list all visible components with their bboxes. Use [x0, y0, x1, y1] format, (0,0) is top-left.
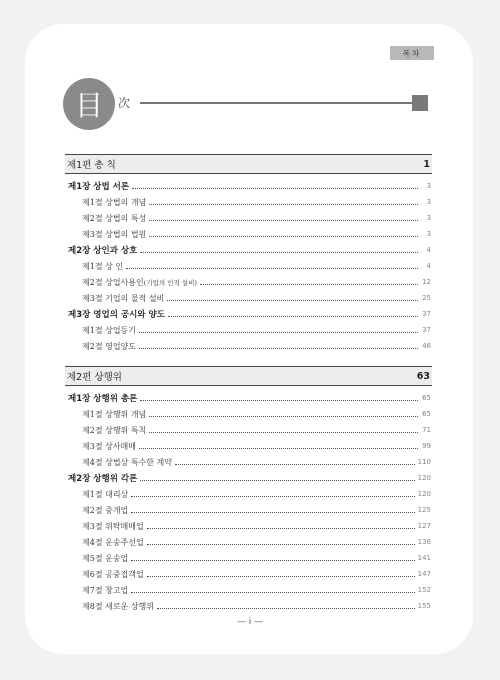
section-entry[interactable]	[82, 439, 431, 453]
leader-dots	[157, 600, 415, 609]
leader-dots	[200, 276, 418, 285]
section-page: 127	[417, 522, 431, 530]
leader-dots	[132, 180, 418, 189]
section-page: 3	[426, 198, 431, 206]
leader-dots	[126, 260, 418, 269]
title-main: 目	[63, 78, 115, 130]
leader-dots	[139, 440, 418, 449]
leader-dots	[149, 408, 418, 417]
section-entry[interactable]	[82, 339, 431, 353]
part-page: 1	[423, 158, 430, 170]
part-label: 제2편 상행위	[67, 372, 122, 383]
chapter-entry[interactable]	[68, 179, 431, 193]
section-entry[interactable]	[82, 259, 431, 273]
section-page: 141	[417, 554, 431, 562]
part-heading[interactable]	[65, 366, 432, 386]
section-label: 제3절 상법의 법원	[82, 229, 147, 239]
section-page: 155	[417, 602, 431, 610]
section-label: 제3절 상사매매	[82, 441, 137, 451]
leader-dots	[139, 340, 418, 349]
section-entry[interactable]	[82, 519, 431, 533]
leader-dots	[149, 196, 418, 205]
leader-dots	[147, 568, 415, 577]
section-label: 제2절 중개업	[82, 505, 129, 515]
chapter-page: 65	[422, 394, 431, 402]
section-label: 제5절 운송업	[82, 553, 129, 563]
chapter-entry[interactable]	[68, 307, 431, 321]
section-entry[interactable]	[82, 423, 431, 437]
section-label: 제2절 영업양도	[82, 341, 137, 351]
section-entry[interactable]	[82, 227, 431, 241]
section-note: (기업의 인적 설비)	[143, 278, 197, 287]
section-page: 147	[417, 570, 431, 578]
part-label: 제1편 총 칙	[67, 160, 116, 171]
part-page: 63	[416, 370, 430, 382]
section-entry[interactable]	[82, 583, 431, 597]
section-entry[interactable]	[82, 291, 431, 305]
leader-dots	[140, 392, 418, 401]
part-heading[interactable]	[65, 154, 432, 174]
section-entry[interactable]	[82, 487, 431, 501]
section-label: 제2절 상업사용인(기업의 인적 설비)	[82, 277, 197, 287]
chapter-label: 제2장 상인과 상호	[68, 246, 138, 256]
section-label: 제1절 상 인	[82, 261, 124, 271]
section-label: 제3절 위탁매매업	[82, 521, 144, 531]
section-entry[interactable]	[82, 551, 431, 565]
section-page: 25	[422, 294, 431, 302]
chapter-label: 제1장 상행위 총론	[68, 394, 138, 404]
section-page: 37	[422, 326, 431, 334]
section-entry[interactable]	[82, 567, 431, 581]
section-tab: 목차	[390, 46, 434, 60]
section-page: 3	[426, 214, 431, 222]
section-page: 65	[422, 410, 431, 418]
leader-dots	[149, 228, 418, 237]
section-entry[interactable]	[82, 455, 431, 469]
leader-dots	[131, 504, 414, 513]
section-entry[interactable]	[82, 323, 431, 337]
chapter-entry[interactable]	[68, 243, 431, 257]
chapter-label: 제3장 영업의 공시와 양도	[68, 310, 165, 320]
leader-dots	[140, 472, 414, 481]
leader-dots	[149, 424, 418, 433]
leader-dots	[140, 244, 418, 253]
section-entry[interactable]	[82, 535, 431, 549]
section-label: 제2절 상행위 특칙	[82, 425, 147, 435]
section-page: 4	[426, 262, 431, 270]
section-label: 제4절 상법상 특수한 계약	[82, 457, 172, 467]
section-page: 12	[422, 278, 431, 286]
section-page: 46	[422, 342, 431, 350]
chapter-page: 3	[426, 182, 431, 190]
section-label: 제2절 상법의 특성	[82, 213, 147, 223]
title-sub: 次	[118, 96, 131, 110]
leader-dots	[131, 552, 414, 561]
section-label: 제1절 대리상	[82, 489, 129, 499]
section-entry[interactable]	[82, 195, 431, 209]
section-label: 제7절 창고업	[82, 585, 129, 595]
section-label: 제1절 상법의 개념	[82, 197, 147, 207]
section-page: 110	[417, 458, 431, 466]
chapter-label: 제2장 상행위 각론	[68, 474, 138, 484]
section-page: 120	[417, 490, 431, 498]
section-page: 152	[417, 586, 431, 594]
chapter-page: 37	[422, 310, 431, 318]
section-entry[interactable]	[82, 599, 431, 613]
section-page: 99	[422, 442, 431, 450]
leader-dots	[147, 536, 415, 545]
leader-dots	[175, 456, 415, 465]
section-page: 71	[422, 426, 431, 434]
chapter-page: 4	[426, 246, 431, 254]
section-label: 제8절 새로운 상행위	[82, 601, 154, 611]
section-label: 제3절 기업의 물적 설비	[82, 293, 165, 303]
section-entry[interactable]	[82, 407, 431, 421]
leader-dots	[168, 308, 418, 317]
section-page: 125	[417, 506, 431, 514]
section-page: 3	[426, 230, 431, 238]
leader-dots	[131, 488, 414, 497]
chapter-page: 120	[417, 474, 431, 482]
leader-dots	[167, 292, 418, 301]
leader-dots	[131, 584, 414, 593]
leader-dots	[147, 520, 415, 529]
section-label: 제1절 상업등기	[82, 325, 137, 335]
chapter-label: 제1장 상법 서론	[68, 182, 130, 192]
section-label: 제6절 공중접객업	[82, 569, 144, 579]
section-page: 136	[417, 538, 431, 546]
page-number: — i —	[236, 617, 264, 627]
section-entry[interactable]	[82, 275, 431, 289]
chapter-entry[interactable]	[68, 471, 431, 485]
section-label: 제4절 운송주선업	[82, 537, 144, 547]
section-entry[interactable]	[82, 503, 431, 517]
chapter-entry[interactable]	[68, 391, 431, 405]
section-label: 제1절 상행위 개념	[82, 409, 147, 419]
leader-dots	[149, 212, 418, 221]
leader-dots	[139, 324, 418, 333]
title-square-ornament	[412, 95, 428, 111]
section-entry[interactable]	[82, 211, 431, 225]
title-rule	[140, 102, 412, 104]
